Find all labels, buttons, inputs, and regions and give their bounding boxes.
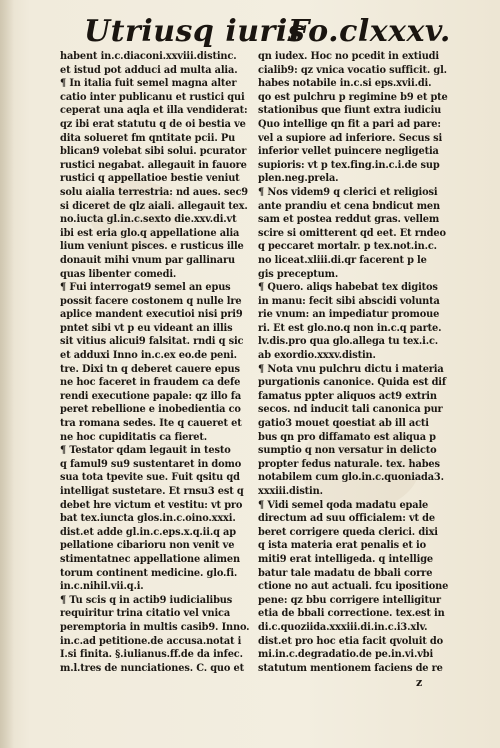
text-line: qz ibi erat statutu q de oi bestia ve bbox=[60, 118, 246, 130]
text-line: vel a supiore ad inferiore. Secus si bbox=[258, 132, 443, 144]
text-line: debet hre victum et vestitu: vt pro bbox=[60, 499, 243, 511]
text-line: habent in.c.diaconi.xxviii.distinc. bbox=[60, 51, 237, 62]
text-line: ¶ Quero. aliqs habebat tex digitos bbox=[258, 282, 438, 294]
text-line: lium veniunt pisces. e rusticus ille bbox=[60, 241, 244, 253]
text-line: ne hoc cupiditatis ca fieret. bbox=[60, 431, 207, 443]
text-line: gis preceptum. bbox=[258, 268, 339, 280]
text-line: statutum mentionem faciens de re bbox=[258, 662, 443, 674]
text-line: rendi executione papale: qz illo fa bbox=[60, 390, 242, 402]
text-line: tra romana sedes. Ite q caueret et bbox=[60, 418, 242, 430]
text-line: scire si omitterent qd eet. Et rndeo bbox=[258, 227, 446, 239]
text-line: sumptio q non versatur in delicto bbox=[258, 445, 437, 457]
text-line: ¶ In italia fuit semel magna alter bbox=[60, 78, 237, 90]
text-line: notabilem cum glo.in.c.quoniada3. bbox=[258, 472, 444, 484]
text-line: peret rebellione e inobedientia co bbox=[60, 404, 241, 416]
text-line: mi.in.c.degradatio.de pe.in.vi.vbi bbox=[258, 649, 434, 661]
right-text-column bbox=[258, 50, 454, 675]
text-line: dita solueret fm qntitate pcii. Pu bbox=[60, 132, 236, 144]
text-line: rie vnum: an impediatur promoue bbox=[258, 309, 440, 321]
text-line: donauit mihi vnum par gallinaru bbox=[60, 254, 235, 266]
text-line: blican9 volebat sibi solui. pcurator bbox=[60, 146, 247, 158]
text-line: in manu: fecit sibi abscidi volunta bbox=[258, 295, 440, 307]
text-line: stimentatnec appellatione alimen bbox=[60, 553, 240, 565]
text-line: aplice mandent executioi nisi pri9 bbox=[60, 309, 243, 321]
text-line: plen.neg.prela. bbox=[258, 173, 339, 185]
text-line: lv.dis.pro qua glo.allega tu tex.i.c. bbox=[258, 336, 439, 348]
text-line: ¶ Nos videm9 q clerici et religiosi bbox=[258, 186, 438, 198]
text-line: et adduxi Inno in.c.ex eo.de peni. bbox=[60, 350, 237, 362]
text-line: ab exordio.xxxv.distin. bbox=[258, 350, 376, 362]
text-line: secos. nd inducit tali canonica pur bbox=[258, 404, 443, 416]
text-line: peremptoria in multis casib9. Inno. bbox=[60, 621, 250, 633]
text-line: catio inter publicanu et rustici qui bbox=[60, 91, 245, 103]
text-line: batur tale madatu de bbali corre bbox=[258, 567, 433, 579]
text-line: ctione no aut actuali. fcu ipositione bbox=[258, 581, 449, 593]
text-line: sua tota tpevite sue. Fuit qsitu qd bbox=[60, 472, 240, 484]
text-line: q peccaret mortalr. p tex.not.in.c. bbox=[258, 241, 437, 253]
text-line: bus qn pro diffamato est aliqua p bbox=[258, 431, 436, 443]
text-line: quas libenter comedi. bbox=[60, 268, 177, 280]
text-line: ¶ Vidi semel qoda madatu epale bbox=[258, 499, 429, 511]
text-line: sam et postea reddut gras. vellem bbox=[258, 214, 440, 226]
text-line: in.c.nihil.vii.q.i. bbox=[60, 581, 144, 593]
text-line: q ista materia erat penalis et io bbox=[258, 540, 426, 552]
text-line: q famul9 su9 sustentaret in domo bbox=[60, 458, 242, 470]
text-line: ¶ Tu scis q in actib9 iudicialibus bbox=[60, 594, 233, 606]
text-line: famatus ppter aliquos act9 extrin bbox=[258, 390, 437, 402]
text-line: inferior vellet puincere negligetia bbox=[258, 146, 439, 158]
gutter-shadow bbox=[0, 0, 14, 748]
text-line: bat tex.iuncta glos.in.c.oino.xxxi. bbox=[60, 513, 236, 525]
text-line: qn iudex. Hoc no pcedit in extiudi bbox=[258, 51, 439, 62]
catchword: z bbox=[416, 676, 423, 689]
text-line: requiritur trina citatio vel vnica bbox=[60, 608, 231, 620]
text-line: dist.et pro hoc etia facit qvoluit do bbox=[258, 635, 444, 647]
text-line: torum continent medicine. glo.fi. bbox=[60, 567, 238, 579]
text-line: beret corrigere queda clerici. dixi bbox=[258, 526, 438, 538]
text-line: etia de bbali correctione. tex.est in bbox=[258, 608, 445, 620]
text-line: ante prandiu et cena bndicut men bbox=[258, 200, 440, 212]
text-line: intelligat sustetare. Et rnsu3 est q bbox=[60, 486, 244, 497]
text-line: ¶ Fui interrogat9 semel an epus bbox=[60, 282, 231, 294]
text-line: qo est pulchru p regimine b9 et pte bbox=[258, 91, 448, 103]
text-line: m.l.tres de nunciationes. C. quo et bbox=[60, 662, 245, 674]
text-line: directum ad suu officialem: vt de bbox=[258, 513, 435, 525]
text-line: propter fedus naturale. tex. habes bbox=[258, 458, 440, 470]
text-line: solu aialia terrestria: nd aues. sec9 bbox=[60, 186, 248, 198]
text-line: in.c.ad petitione.de accusa.notat i bbox=[60, 635, 242, 647]
text-line: no liceat.xliii.di.qr facerent p le bbox=[258, 254, 427, 266]
text-line: ¶ Nota vnu pulchru dictu i materia bbox=[258, 363, 444, 375]
running-title: Utriusq iuris bbox=[84, 14, 306, 49]
text-line: habes notabile in.c.si eps.xvii.di. bbox=[258, 78, 432, 90]
folio-number: Fo.clxxxv. bbox=[288, 14, 451, 49]
text-line: cialib9: qz vnica vocatio sufficit. gl. bbox=[258, 64, 447, 76]
text-line: et istud pot adduci ad multa alia. bbox=[60, 64, 238, 76]
text-line: gatio3 mouet qoestiat ab ill acti bbox=[258, 418, 429, 430]
text-line: ibi est eria glo.q appellatione alia bbox=[60, 227, 240, 239]
text-line: supioris: vt p tex.fing.in.c.i.de sup bbox=[258, 159, 440, 171]
text-line: ne hoc faceret in fraudem ca defe bbox=[60, 377, 241, 389]
text-line: di.c.quoziida.xxxiii.di.in.c.i3.xlv. bbox=[258, 621, 428, 633]
text-line: miti9 erat intelligeda. q intellige bbox=[258, 553, 433, 565]
text-line: tre. Dixi tn q deberet cauere epus bbox=[60, 363, 240, 375]
text-line: dist.et adde gl.in.c.eps.x.q.ii.q ap bbox=[60, 526, 236, 538]
text-line: I.si finita. §.iulianus.ff.de da infec. bbox=[60, 649, 243, 661]
text-line: sit vitius alicui9 falsitat. rndi q sic bbox=[60, 336, 244, 348]
text-line: Quo intellige qn fit a pari ad pare: bbox=[258, 118, 441, 130]
text-line: ri. Et est glo.no.q non in.c.q parte. bbox=[258, 322, 442, 334]
text-line: rustici negabat. allegauit in fauore bbox=[60, 159, 247, 171]
text-line: no.iucta gl.in.c.sexto die.xxv.di.vt bbox=[60, 214, 237, 226]
text-line: possit facere costonem q nulle lre bbox=[60, 295, 242, 307]
text-line: si diceret de qlz aiali. allegauit tex. bbox=[60, 200, 248, 212]
text-line: ¶ Testator qdam legauit in testo bbox=[60, 445, 231, 457]
text-line: rustici q appellatioe bestie veniut bbox=[60, 173, 240, 185]
text-line: pntet sibi vt p eu videant an illis bbox=[60, 322, 233, 334]
left-text-column bbox=[60, 50, 256, 675]
text-line: pene: qz bbu corrigere intelligitur bbox=[258, 594, 441, 606]
text-line: pellatione cibarioru non venit ve bbox=[60, 540, 235, 552]
text-line: stationibus que fiunt extra iudiciu bbox=[258, 105, 442, 117]
text-line: purgationis canonice. Quida est dif bbox=[258, 377, 446, 389]
text-line: ceperat una aqla et illa vendiderat: bbox=[60, 105, 248, 117]
text-line: xxxiii.distin. bbox=[258, 486, 323, 497]
